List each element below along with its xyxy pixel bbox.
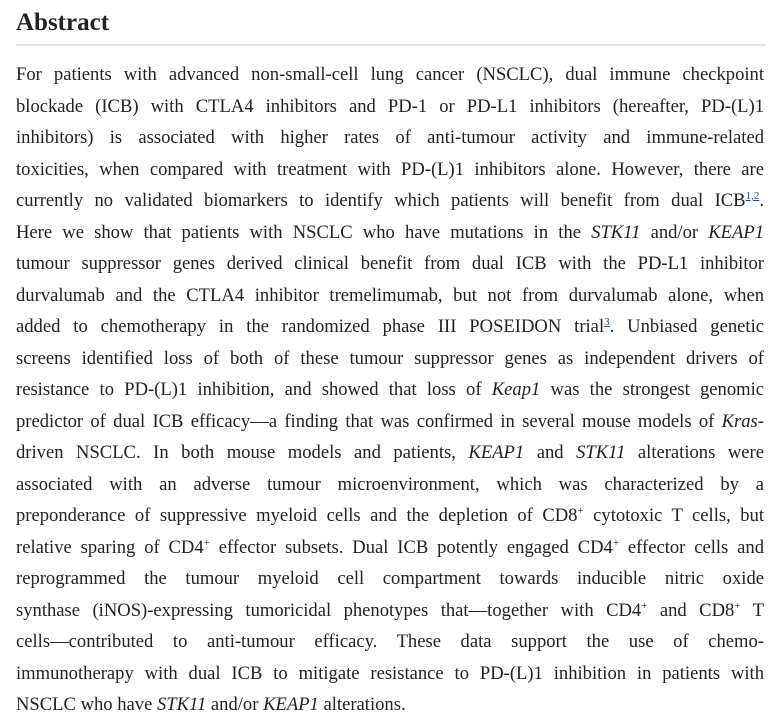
text-run: currently no validated biomarkers to identify which patients will benefit from dual ICB <box>16 190 746 211</box>
abstract-line <box>16 122 764 154</box>
text-run: associated with an adverse tumour microenvironment, which was characterized by a <box>16 473 764 495</box>
superscript: + <box>641 599 648 612</box>
text-run: cells—contributed to anti-tumour efficacy. These data support the use of chemo- <box>16 631 764 652</box>
abstract-line <box>16 500 764 532</box>
abstract-line <box>16 658 764 690</box>
abstract-line <box>16 437 764 469</box>
text-run: was the strongest genomic <box>540 379 765 400</box>
abstract-line <box>16 280 764 312</box>
text-run: T <box>740 599 765 621</box>
text-run: Here we show that patients with NSCLC who have mutations in the <box>16 221 592 243</box>
gene-name: STK11 <box>591 221 641 243</box>
gene-name: STK11 <box>576 442 626 463</box>
gene-name: STK11 <box>157 694 207 715</box>
abstract-line <box>16 154 764 186</box>
abstract-line <box>16 91 764 123</box>
superscript: + <box>203 536 210 549</box>
superscript: + <box>734 599 741 612</box>
text-run: synthase (iNOS)-expressing tumoricidal phenotypes that—together with CD4 <box>16 599 642 621</box>
text-run: effector subsets. Dual ICB potently engaged CD4 <box>209 536 613 558</box>
abstract-line <box>16 689 764 721</box>
text-run: added to chemotherapy in the randomized phase III POSEIDON trial <box>16 316 605 337</box>
superscript: + <box>577 504 584 517</box>
text-run: screens identified loss of both of these tumour suppressor genes as independent drivers of <box>16 347 764 369</box>
abstract-line <box>16 343 764 375</box>
section-heading: Abstract <box>16 9 110 36</box>
text-run: tumour suppressor genes derived clinical benefit from dual ICB with the PD-L1 inhibitor <box>16 253 764 274</box>
abstract-body <box>16 59 764 721</box>
abstract-line <box>16 406 764 438</box>
article-section <box>16 0 768 721</box>
text-run: inhibitors) is associated with higher rates of anti-tumour activity and immune-related <box>16 127 764 148</box>
gene-name: KEAP1 <box>468 442 525 463</box>
text-run: relative sparing of CD4 <box>16 536 204 558</box>
abstract-line <box>16 469 764 501</box>
text-run: durvalumab and the CTLA4 inhibitor tremelimumab, but not from durvalumab alone, when <box>16 284 764 306</box>
text-run: and/or <box>640 221 709 243</box>
text-run: preponderance of suppressive myeloid cells and the depletion of CD8 <box>16 505 578 526</box>
abstract-line <box>16 248 764 280</box>
citation-link[interactable]: 1,2 <box>745 189 760 202</box>
text-run: For patients with advanced non-small-cell lung cancer (NSCLC), dual immune checkpoint <box>16 64 764 85</box>
citation-link[interactable]: 3 <box>604 315 610 328</box>
abstract-line <box>16 532 764 564</box>
abstract-line <box>16 217 764 249</box>
text-run: alterations were <box>625 442 764 463</box>
text-run: . <box>759 190 764 211</box>
abstract-line <box>16 59 764 91</box>
gene-name: KEAP1 <box>263 694 319 715</box>
text-run: NSCLC who have <box>16 694 157 715</box>
text-run: and <box>524 442 577 463</box>
text-run: effector cells and <box>619 536 764 558</box>
heading-divider <box>16 44 766 46</box>
text-run: driven NSCLC. In both mouse models and patients, <box>16 442 469 463</box>
text-run: blockade (ICB) with CTLA4 inhibitors and PD-1 or PD-L1 inhibitors (hereafter, PD-(L)1 <box>16 95 764 117</box>
text-run: . Unbiased genetic <box>609 316 764 337</box>
text-run: and/or <box>206 694 264 715</box>
abstract-line <box>16 626 764 658</box>
abstract-line <box>16 185 764 217</box>
text-run: immunotherapy with dual ICB to mitigate resistance to PD-(L)1 inhibition in patients with <box>16 662 764 684</box>
abstract-line <box>16 595 764 627</box>
gene-name: KEAP1 <box>708 221 764 243</box>
text-run: alterations. <box>318 694 406 715</box>
gene-name: Kras <box>721 410 758 432</box>
superscript: + <box>612 536 620 549</box>
text-run: and CD8 <box>647 599 735 621</box>
text-run: predictor of dual ICB efficacy—a finding that was confirmed in several mouse models of <box>16 410 722 432</box>
text-run: toxicities, when compared with treatment with PD-(L)1 inhibitors alone. However, there are <box>16 158 764 180</box>
text-run: resistance to PD-(L)1 inhibition, and showed that loss of <box>16 379 492 400</box>
abstract-line <box>16 311 764 343</box>
text-run: cytotoxic T cells, but <box>583 505 765 526</box>
abstract-line <box>16 374 764 406</box>
gene-name: Keap1 <box>491 379 541 400</box>
text-run: reprogrammed the tumour myeloid cell compartment towards inducible nitric oxide <box>16 568 764 589</box>
text-run: - <box>757 410 764 432</box>
abstract-line <box>16 563 764 595</box>
